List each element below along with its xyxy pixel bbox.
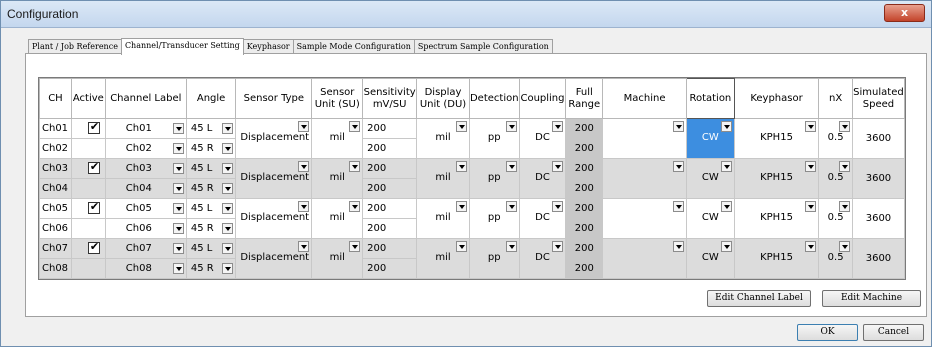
chevron-down-icon[interactable] (456, 161, 467, 172)
angle-value: 45 R (190, 223, 214, 234)
cell-active-empty (71, 179, 105, 199)
chevron-down-icon[interactable] (552, 201, 563, 212)
cell-detection[interactable] (469, 239, 519, 279)
cell-ch[interactable]: Ch02 (40, 139, 72, 159)
cell-full-range: 200 (566, 119, 603, 139)
col-header-detection[interactable]: Detection (469, 79, 519, 119)
cell-display-unit[interactable] (417, 239, 470, 279)
cell-simulated-speed[interactable]: 3600 (852, 159, 904, 199)
sensitivity-value: 200 (367, 123, 387, 134)
tab-sample-mode-configuration[interactable]: Sample Mode Configuration (293, 39, 415, 54)
nx-value: 0.5 (827, 252, 844, 263)
chevron-down-icon[interactable] (173, 123, 184, 134)
cell-active-empty (71, 139, 105, 159)
coupling-value: DC (535, 172, 550, 183)
channel-label-value: Ch01 (125, 123, 152, 134)
keyphasor-value: KPH15 (760, 252, 793, 263)
checkmark-icon: ✔ (89, 119, 100, 133)
detection-value: pp (487, 172, 501, 183)
cell-sensitivity[interactable] (363, 119, 417, 139)
keyphasor-value: KPH15 (760, 132, 793, 143)
cell-active[interactable] (71, 159, 105, 179)
chevron-down-icon[interactable] (805, 201, 816, 212)
col-header-active[interactable]: Active (71, 79, 105, 119)
angle-value: 45 L (190, 243, 213, 254)
cancel-button[interactable]: Cancel (863, 324, 924, 341)
angle-value: 45 L (190, 123, 213, 134)
cell-detection[interactable] (469, 119, 519, 159)
col-header-rotation[interactable]: Rotation (687, 79, 735, 119)
coupling-value: DC (535, 252, 550, 263)
col-header-sensor-unit[interactable]: Sensor Unit (SU) (312, 79, 363, 119)
cell-sensor-unit[interactable] (312, 119, 363, 159)
cell-keyphasor[interactable] (734, 199, 819, 239)
cell-display-unit[interactable] (417, 159, 470, 199)
cell-nx[interactable] (819, 159, 853, 199)
chevron-down-icon[interactable] (298, 161, 309, 172)
channel-label-value: Ch02 (125, 143, 152, 154)
cell-angle[interactable] (186, 139, 236, 159)
cell-nx[interactable] (819, 119, 853, 159)
cell-sensor-type[interactable] (236, 119, 312, 159)
cell-angle[interactable] (186, 239, 236, 259)
sensitivity-value: 200 (367, 263, 387, 274)
chevron-down-icon[interactable] (222, 243, 233, 254)
cell-ch[interactable]: Ch03 (40, 159, 72, 179)
cell-rotation[interactable] (687, 239, 735, 279)
cell-coupling[interactable] (519, 119, 566, 159)
cell-full-range: 200 (566, 219, 603, 239)
angle-value: 45 R (190, 263, 214, 274)
col-header-display-unit[interactable]: Display Unit (DU) (417, 79, 470, 119)
table-row (40, 239, 905, 259)
chevron-down-icon[interactable] (222, 223, 233, 234)
channel-label-value: Ch05 (125, 203, 152, 214)
sensor-unit-value: mil (329, 132, 345, 143)
chevron-down-icon[interactable] (298, 241, 309, 252)
sensitivity-value: 200 (367, 163, 387, 174)
cell-sensitivity[interactable] (363, 159, 417, 179)
nx-value: 0.5 (827, 132, 844, 143)
title-bar (1, 1, 931, 28)
col-header-full-range[interactable]: Full Range (566, 79, 603, 119)
cell-sensitivity[interactable] (363, 219, 417, 239)
cell-angle[interactable] (186, 219, 236, 239)
chevron-down-icon[interactable] (222, 123, 233, 134)
cell-sensitivity[interactable] (363, 179, 417, 199)
cell-angle[interactable] (186, 119, 236, 139)
detection-value: pp (487, 212, 501, 223)
chevron-down-icon[interactable] (839, 201, 850, 212)
cell-display-unit[interactable] (417, 119, 470, 159)
channel-label-value: Ch03 (125, 163, 152, 174)
sensitivity-value: 200 (367, 143, 387, 154)
cell-keyphasor[interactable] (734, 159, 819, 199)
cell-active[interactable] (71, 239, 105, 259)
chevron-down-icon[interactable] (552, 121, 563, 132)
chevron-down-icon[interactable] (721, 161, 732, 172)
close-button[interactable]: x (884, 4, 925, 22)
col-header-ch[interactable]: CH (40, 79, 72, 119)
chevron-down-icon[interactable] (839, 121, 850, 132)
chevron-down-icon[interactable] (222, 163, 233, 174)
cell-detection[interactable] (469, 159, 519, 199)
tab-channel-transducer-setting[interactable]: Channel/Transducer Setting (121, 38, 244, 55)
chevron-down-icon[interactable] (673, 241, 684, 252)
cell-active-empty (71, 219, 105, 239)
chevron-down-icon[interactable] (349, 241, 360, 252)
rotation-value: CW (701, 132, 719, 143)
chevron-down-icon[interactable] (506, 201, 517, 212)
chevron-down-icon[interactable] (721, 201, 732, 212)
chevron-down-icon[interactable] (456, 121, 467, 132)
col-header-keyphasor[interactable]: Keyphasor (734, 79, 819, 119)
cell-ch[interactable]: Ch07 (40, 239, 72, 259)
col-header-nx[interactable]: nX (819, 79, 853, 119)
cell-sensitivity[interactable] (363, 239, 417, 259)
cell-machine[interactable] (603, 199, 687, 239)
chevron-down-icon[interactable] (173, 163, 184, 174)
nx-value: 0.5 (827, 212, 844, 223)
keyphasor-value: KPH15 (760, 212, 793, 223)
cell-channel-label[interactable] (105, 219, 186, 239)
cell-sensor-type[interactable] (236, 159, 312, 199)
chevron-down-icon[interactable] (721, 121, 732, 132)
chevron-down-icon[interactable] (839, 161, 850, 172)
keyphasor-value: KPH15 (760, 172, 793, 183)
chevron-down-icon[interactable] (552, 161, 563, 172)
active-checkbox[interactable] (88, 159, 100, 174)
channel-grid (38, 77, 906, 280)
chevron-down-icon[interactable] (839, 241, 850, 252)
chevron-down-icon[interactable] (456, 201, 467, 212)
chevron-down-icon[interactable] (173, 183, 184, 194)
checkmark-icon: ✔ (89, 199, 100, 213)
cell-sensitivity[interactable] (363, 259, 417, 279)
cell-coupling[interactable] (519, 159, 566, 199)
chevron-down-icon[interactable] (222, 203, 233, 214)
cell-simulated-speed[interactable]: 3600 (852, 239, 904, 279)
chevron-down-icon[interactable] (673, 161, 684, 172)
sensitivity-value: 200 (367, 223, 387, 234)
window-title: Configuration (7, 7, 79, 21)
chevron-down-icon[interactable] (349, 161, 360, 172)
angle-value: 45 L (190, 163, 213, 174)
chevron-down-icon[interactable] (506, 121, 517, 132)
active-checkbox[interactable] (88, 119, 100, 134)
col-header-channel-label[interactable]: Channel Label (105, 79, 186, 119)
sensor-unit-value: mil (329, 212, 345, 223)
cell-rotation[interactable] (687, 119, 735, 159)
chevron-down-icon[interactable] (349, 201, 360, 212)
cell-full-range: 200 (566, 199, 603, 219)
rotation-value: CW (701, 252, 719, 263)
cell-detection[interactable] (469, 199, 519, 239)
sensitivity-value: 200 (367, 203, 387, 214)
cell-sensor-unit[interactable] (312, 199, 363, 239)
vertical-scrollbar[interactable] (905, 78, 906, 280)
cell-sensitivity[interactable] (363, 199, 417, 219)
tab-plant-job-reference[interactable]: Plant / Job Reference (28, 39, 122, 54)
cell-angle[interactable] (186, 179, 236, 199)
cell-channel-label[interactable] (105, 119, 186, 139)
angle-value: 45 R (190, 183, 214, 194)
cell-full-range: 200 (566, 159, 603, 179)
sensor-type-value: Displacement (240, 252, 310, 263)
cell-simulated-speed[interactable]: 3600 (852, 199, 904, 239)
checkmark-icon: ✔ (89, 239, 100, 253)
chevron-down-icon[interactable] (222, 263, 233, 274)
chevron-down-icon[interactable] (506, 161, 517, 172)
angle-value: 45 R (190, 143, 214, 154)
cell-keyphasor[interactable] (734, 239, 819, 279)
cell-machine[interactable] (603, 239, 687, 279)
cell-channel-label[interactable] (105, 159, 186, 179)
cell-channel-label[interactable] (105, 139, 186, 159)
table-row (40, 159, 905, 179)
col-header-sensor-type[interactable]: Sensor Type (236, 79, 312, 119)
cell-channel-label[interactable] (105, 259, 186, 279)
chevron-down-icon[interactable] (506, 241, 517, 252)
cell-channel-label[interactable] (105, 179, 186, 199)
cell-active-empty (71, 259, 105, 279)
cell-angle[interactable] (186, 159, 236, 179)
chevron-down-icon[interactable] (173, 143, 184, 154)
cell-angle[interactable] (186, 199, 236, 219)
cell-machine[interactable] (603, 119, 687, 159)
chevron-down-icon[interactable] (805, 121, 816, 132)
channel-label-value: Ch04 (125, 183, 152, 194)
active-checkbox[interactable] (88, 199, 100, 214)
channel-table (39, 78, 905, 279)
col-header-machine[interactable]: Machine (603, 79, 687, 119)
table-row (40, 119, 905, 139)
edit-machine-button[interactable]: Edit Machine (822, 290, 921, 307)
display-unit-value: mil (435, 252, 451, 263)
cell-sensor-unit[interactable] (312, 239, 363, 279)
angle-value: 45 L (190, 203, 213, 214)
chevron-down-icon[interactable] (552, 241, 563, 252)
cell-keyphasor[interactable] (734, 119, 819, 159)
sensitivity-value: 200 (367, 183, 387, 194)
cell-simulated-speed[interactable]: 3600 (852, 119, 904, 159)
chevron-down-icon[interactable] (805, 241, 816, 252)
chevron-down-icon[interactable] (222, 183, 233, 194)
checkmark-icon: ✔ (89, 159, 100, 173)
chevron-down-icon[interactable] (298, 121, 309, 132)
cell-active[interactable] (71, 199, 105, 219)
chevron-down-icon[interactable] (173, 243, 184, 254)
cell-angle[interactable] (186, 259, 236, 279)
cell-ch[interactable]: Ch05 (40, 199, 72, 219)
cell-ch[interactable]: Ch01 (40, 119, 72, 139)
cell-full-range: 200 (566, 179, 603, 199)
coupling-value: DC (535, 132, 550, 143)
cell-full-range: 200 (566, 139, 603, 159)
chevron-down-icon[interactable] (222, 143, 233, 154)
sensor-type-value: Displacement (240, 132, 310, 143)
cell-sensitivity[interactable] (363, 139, 417, 159)
channel-label-value: Ch06 (125, 223, 152, 234)
chevron-down-icon[interactable] (456, 241, 467, 252)
sensor-unit-value: mil (329, 172, 345, 183)
detection-value: pp (487, 252, 501, 263)
chevron-down-icon[interactable] (173, 203, 184, 214)
display-unit-value: mil (435, 212, 451, 223)
ok-button[interactable]: OK (797, 324, 858, 341)
channel-label-value: Ch07 (125, 243, 152, 254)
chevron-down-icon[interactable] (805, 161, 816, 172)
cell-coupling[interactable] (519, 239, 566, 279)
cell-nx[interactable] (819, 199, 853, 239)
cell-ch[interactable]: Ch06 (40, 219, 72, 239)
col-header-sensitivity[interactable]: Sensitivity mV/SU (363, 79, 417, 119)
tab-strip (28, 38, 552, 54)
edit-channel-label-button[interactable]: Edit Channel Label (707, 290, 811, 307)
cell-rotation[interactable] (687, 159, 735, 199)
rotation-value: CW (701, 172, 719, 183)
detection-value: pp (487, 132, 501, 143)
cell-ch[interactable]: Ch04 (40, 179, 72, 199)
display-unit-value: mil (435, 172, 451, 183)
chevron-down-icon[interactable] (349, 121, 360, 132)
col-header-coupling[interactable]: Coupling (519, 79, 566, 119)
cell-channel-label[interactable] (105, 239, 186, 259)
channel-label-value: Ch08 (125, 263, 152, 274)
cell-rotation[interactable] (687, 199, 735, 239)
tab-keyphasor[interactable]: Keyphasor (243, 39, 294, 54)
col-header-simulated-speed[interactable]: Simulated Speed (852, 79, 904, 119)
chevron-down-icon[interactable] (173, 263, 184, 274)
chevron-down-icon[interactable] (173, 223, 184, 234)
header-row (40, 79, 905, 119)
tab-spectrum-sample-configuration[interactable]: Spectrum Sample Configuration (414, 39, 553, 54)
cell-machine[interactable] (603, 159, 687, 199)
chevron-down-icon[interactable] (721, 241, 732, 252)
col-header-angle[interactable]: Angle (186, 79, 236, 119)
cell-sensor-type[interactable] (236, 199, 312, 239)
cell-coupling[interactable] (519, 199, 566, 239)
sensor-type-value: Displacement (240, 212, 310, 223)
cell-nx[interactable] (819, 239, 853, 279)
active-checkbox[interactable] (88, 239, 100, 254)
cell-sensor-type[interactable] (236, 239, 312, 279)
coupling-value: DC (535, 212, 550, 223)
sensor-type-value: Displacement (240, 172, 310, 183)
cell-active[interactable] (71, 119, 105, 139)
cell-display-unit[interactable] (417, 199, 470, 239)
display-unit-value: mil (435, 132, 451, 143)
cell-full-range: 200 (566, 259, 603, 279)
rotation-value: CW (701, 212, 719, 223)
nx-value: 0.5 (827, 172, 844, 183)
cell-channel-label[interactable] (105, 199, 186, 219)
cell-full-range: 200 (566, 239, 603, 259)
chevron-down-icon[interactable] (298, 201, 309, 212)
cell-ch[interactable]: Ch08 (40, 259, 72, 279)
sensor-unit-value: mil (329, 252, 345, 263)
table-row (40, 199, 905, 219)
cell-sensor-unit[interactable] (312, 159, 363, 199)
chevron-down-icon[interactable] (673, 121, 684, 132)
chevron-down-icon[interactable] (673, 201, 684, 212)
sensitivity-value: 200 (367, 243, 387, 254)
